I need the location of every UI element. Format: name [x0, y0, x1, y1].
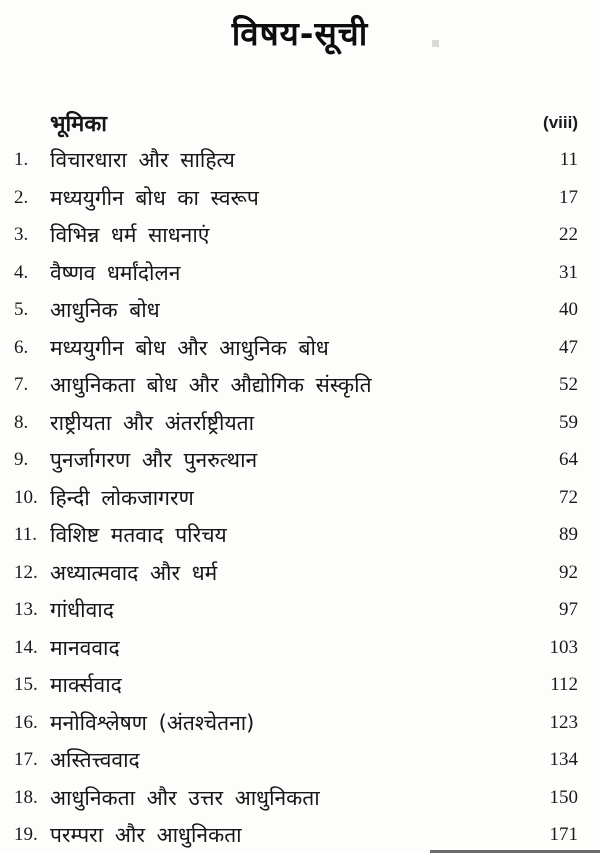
entry-number: 13. [14, 599, 38, 621]
toc-entry-row [0, 329, 600, 367]
toc-entry-row [0, 779, 600, 817]
entry-number: 16. [14, 711, 38, 733]
entry-title: आधुनिकता और उत्तर आधुनिकता [50, 785, 320, 810]
entry-number: 10. [14, 486, 38, 508]
toc-entry-row [0, 817, 600, 853]
entry-title: मानववाद [50, 635, 120, 660]
entry-title: विभिन्न धर्म साधनाएं [50, 223, 210, 248]
entry-title: अस्तित्त्ववाद [50, 748, 140, 773]
entry-number: 11. [14, 524, 38, 546]
entry-title: मनोविश्लेषण (अंतश्चेतना) [50, 710, 255, 735]
toc-entry-row [0, 442, 600, 480]
toc-entry-row [0, 367, 600, 405]
entry-title: गांधीवाद [50, 598, 114, 623]
entry-title: विशिष्ट मतवाद परिचय [50, 523, 227, 548]
entry-number: 1. [14, 149, 29, 171]
preface-label: भूमिका [50, 111, 107, 137]
preface-page-number: (viii) [543, 112, 578, 132]
entry-title: मध्ययुगीन बोध का स्वरूप [50, 185, 259, 210]
toc-entry-row [0, 629, 600, 667]
entry-number: 9. [14, 449, 29, 471]
toc-entry-row [0, 479, 600, 517]
entry-page-number: 11 [559, 149, 578, 171]
entry-page-number: 112 [550, 674, 578, 696]
entry-page-number: 92 [559, 561, 578, 583]
entry-number: 14. [14, 636, 38, 658]
entry-page-number: 59 [559, 411, 578, 433]
entry-number: 19. [14, 824, 38, 846]
toc-entry-row [0, 254, 600, 292]
entry-page-number: 17 [559, 186, 578, 208]
entry-number: 5. [14, 299, 29, 321]
toc-entry-row [0, 217, 600, 255]
toc-list [0, 142, 600, 853]
scan-speck-artifact [432, 40, 439, 47]
entry-title: आधुनिक बोध [50, 298, 160, 323]
entry-page-number: 72 [559, 486, 578, 508]
entry-number: 3. [14, 224, 29, 246]
entry-number: 12. [14, 561, 38, 583]
entry-number: 18. [14, 786, 38, 808]
preface-row [0, 104, 600, 142]
entry-page-number: 123 [549, 711, 578, 733]
toc-entry-row [0, 142, 600, 180]
entry-page-number: 171 [549, 824, 578, 846]
entry-title: विचारधारा और साहित्य [50, 148, 235, 173]
entry-page-number: 47 [559, 336, 578, 358]
entry-number: 2. [14, 186, 29, 208]
entry-page-number: 40 [559, 299, 578, 321]
toc-entry-row [0, 742, 600, 780]
toc-entry-row [0, 592, 600, 630]
page-title: विषय-सूची [231, 14, 369, 53]
toc-entry-row [0, 554, 600, 592]
entry-page-number: 64 [559, 449, 578, 471]
toc-entry-row [0, 667, 600, 705]
entry-page-number: 97 [559, 599, 578, 621]
entry-title: राष्ट्रीयता और अंतर्राष्ट्रीयता [50, 410, 255, 435]
entry-number: 17. [14, 749, 38, 771]
entry-title: अध्यात्मवाद और धर्म [50, 560, 218, 585]
entry-page-number: 150 [549, 786, 578, 808]
entry-number: 6. [14, 336, 29, 358]
entry-title: वैष्णव धर्मांदोलन [50, 260, 181, 285]
entry-title: आधुनिकता बोध और औद्योगिक संस्कृति [50, 373, 372, 398]
entry-title: मार्क्सवाद [50, 673, 122, 698]
table-of-contents [0, 104, 600, 853]
toc-entry-row [0, 292, 600, 330]
entry-number: 8. [14, 411, 29, 433]
entry-page-number: 134 [549, 749, 578, 771]
entry-page-number: 89 [559, 524, 578, 546]
entry-title: मध्ययुगीन बोध और आधुनिक बोध [50, 335, 329, 360]
entry-title: परम्परा और आधुनिकता [50, 823, 242, 848]
entry-number: 4. [14, 261, 29, 283]
entry-page-number: 103 [549, 636, 578, 658]
entry-page-number: 52 [559, 374, 578, 396]
entry-page-number: 31 [559, 261, 578, 283]
entry-page-number: 22 [559, 224, 578, 246]
entry-number: 15. [14, 674, 38, 696]
toc-entry-row [0, 179, 600, 217]
entry-title: पुनर्जागरण और पुनरुत्थान [50, 448, 258, 473]
entry-title: हिन्दी लोकजागरण [50, 485, 194, 510]
toc-entry-row [0, 517, 600, 555]
toc-entry-row [0, 404, 600, 442]
toc-entry-row [0, 704, 600, 742]
entry-number: 7. [14, 374, 29, 396]
